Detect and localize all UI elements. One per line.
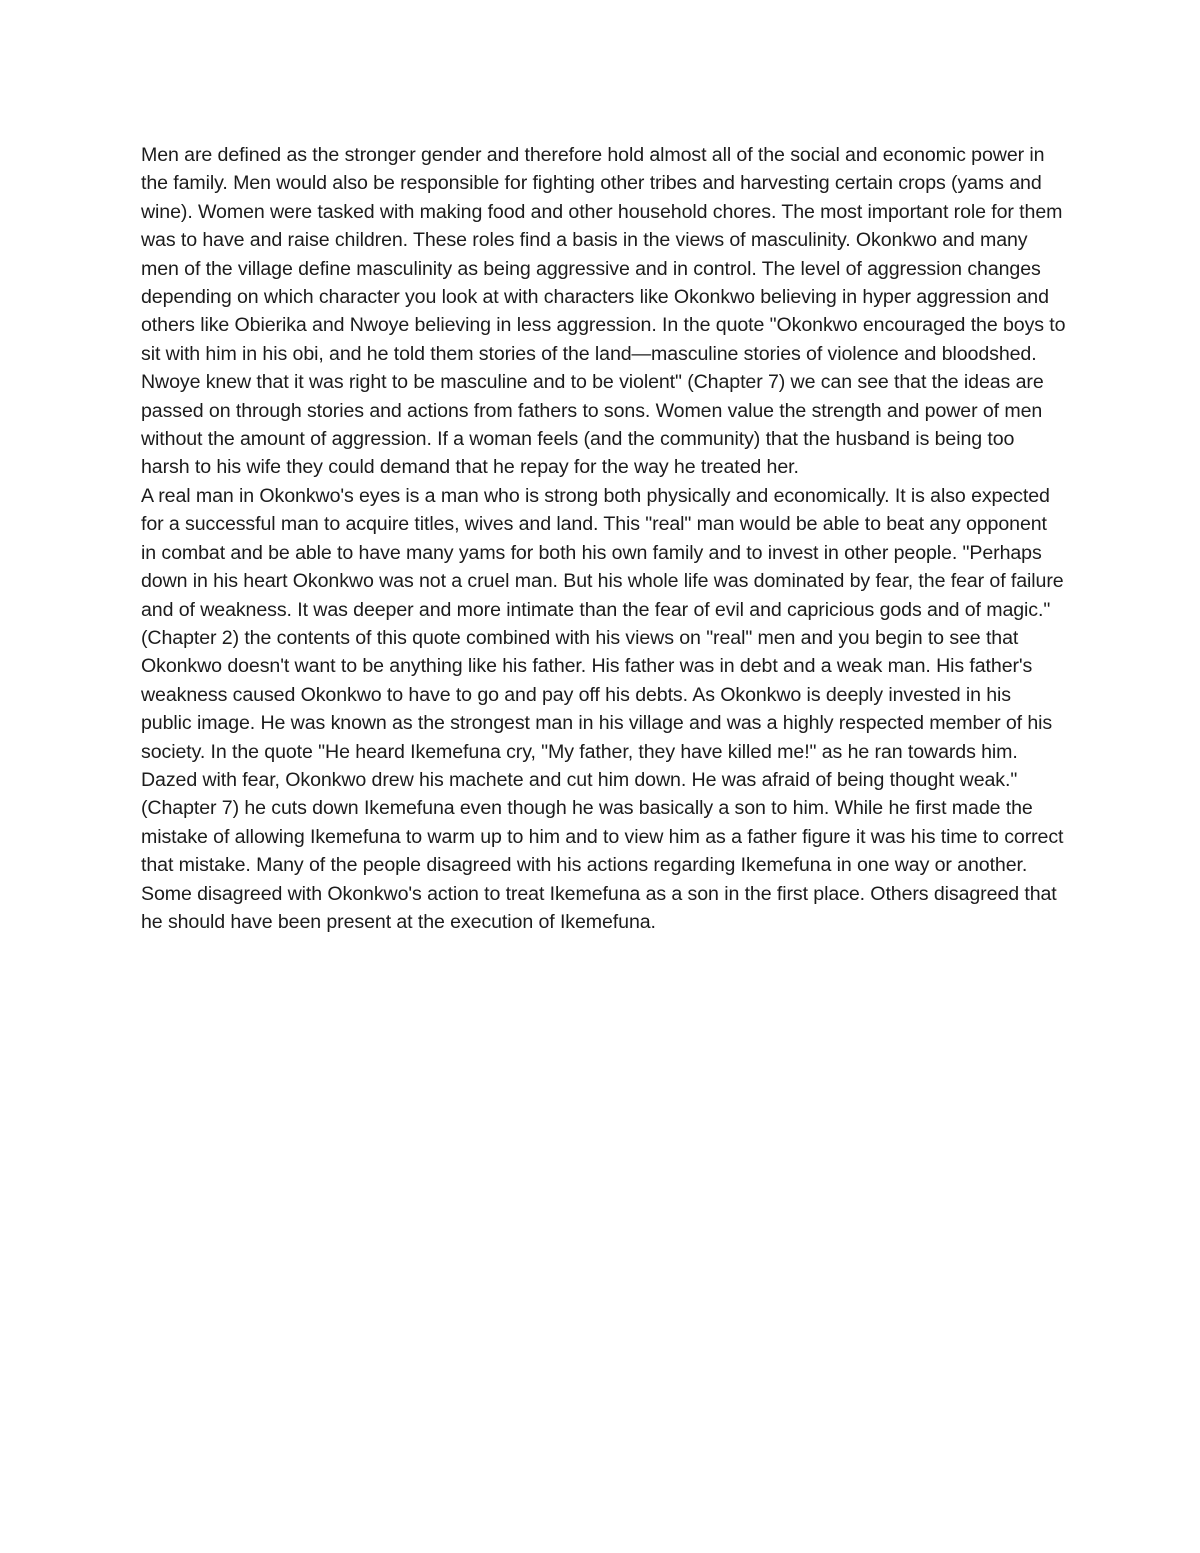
- paragraph-gender-roles: Men are defined as the stronger gender and therefore hold almost all of the social and economic power in the family. Men would also be responsible for fighting other tribes and harvesting certain crops (yams and wine). Women were tasked with making food and other household chores. The most important role for them was to have and raise children. These roles find a basis in the views of masculinity. Okonkwo and many men of the village define masculinity as being aggressive and in control. The level of aggression changes depending on which character you look at with characters like Okonkwo believing in hyper aggression and others like Obierika and Nwoye believing in less aggression. In the quote "Okonkwo encouraged the boys to sit with him in his obi, and he told them stories of the land—masculine stories of violence and bloodshed. Nwoye knew that it was right to be masculine and to be violent" (Chapter 7) we can see that the ideas are passed on through stories and actions from fathers to sons. Women value the strength and power of men without the amount of aggression. If a woman feels (and the community) that the husband is being too harsh to his wife they could demand that he repay for the way he treated her.: [141, 144, 1066, 479]
- document-body: [141, 141, 1066, 936]
- paragraph-real-man: A real man in Okonkwo's eyes is a man who is strong both physically and economically. It is also expected for a successful man to acquire titles, wives and land. This "real" man would be able to beat any opponent in combat and be able to have many yams for both his own family and to invest in other people. "Perhaps down in his heart Okonkwo was not a cruel man. But his whole life was dominated by fear, the fear of failure and of weakness. It was deeper and more intimate than the fear of evil and capricious gods and of magic."(Chapter 2) the contents of this quote combined with his views on "real" men and you begin to see that Okonkwo doesn't want to be anything like his father. His father was in debt and a weak man. His father's weakness caused Okonkwo to have to go and pay off his debts. As Okonkwo is deeply invested in his public image. He was known as the strongest man in his village and was a highly respected member of his society. In the quote "He heard Ikemefuna cry, "My father, they have killed me!" as he ran towards him. Dazed with fear, Okonkwo drew his machete and cut him down. He was afraid of being thought weak." (Chapter 7) he cuts down Ikemefuna even though he was basically a son to him. While he first made the mistake of allowing Ikemefuna to warm up to him and to view him as a father figure it was his time to correct that mistake. Many of the people disagreed with his actions regarding Ikemefuna in one way or another. Some disagreed with Okonkwo's action to treat Ikemefuna as a son in the first place. Others disagreed that he should have been present at the execution of Ikemefuna.: [141, 484, 1064, 933]
